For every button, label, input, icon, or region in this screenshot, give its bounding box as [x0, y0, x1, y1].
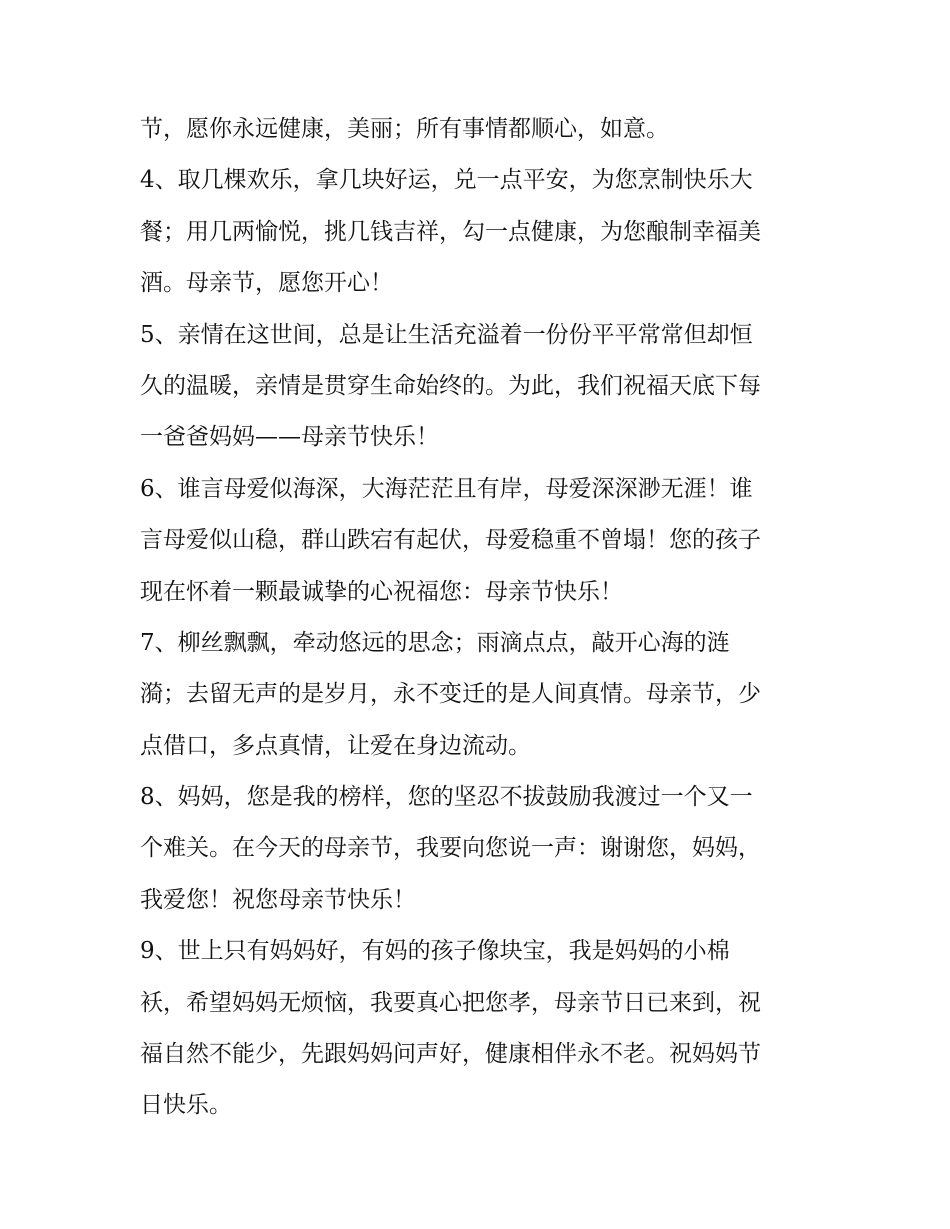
text-line: 7、柳丝飘飘，牵动悠远的思念；雨滴点点，敲开心海的涟 — [140, 629, 730, 656]
text-line: 餐；用几两愉悦，挑几钱吉祥，勾一点健康，为您酿制幸福美 — [140, 218, 761, 245]
text-line: 6、谁言母爱似海深，大海茫茫且有岸，母爱深深渺无涯！谁 — [140, 475, 753, 502]
text-line: 日快乐。 — [140, 1092, 232, 1119]
text-line: 9、世上只有妈妈好，有妈的孩子像块宝，我是妈妈的小棉 — [140, 938, 730, 965]
text-line: 言母爱似山稳，群山跌宕有起伏，母爱稳重不曾塌！您的孩子 — [140, 527, 761, 554]
text-line: 酒。母亲节，愿您开心！ — [140, 270, 393, 297]
text-line: 袄，希望妈妈无烦恼，我要真心把您孝，母亲节日已来到，祝 — [140, 989, 761, 1016]
text-line: 点借口，多点真情，让爱在身边流动。 — [140, 732, 531, 759]
text-line: 4、取几棵欢乐，拿几块好运，兑一点平安，为您烹制快乐大 — [140, 167, 753, 194]
text-line: 8、妈妈，您是我的榜样，您的坚忍不拔鼓励我渡过一个又一 — [140, 784, 753, 811]
text-line: 5、亲情在这世间，总是让生活充溢着一份份平平常常但却恒 — [140, 321, 753, 348]
text-line: 节，愿你永远健康，美丽；所有事情都顺心，如意。 — [140, 116, 669, 142]
text-line: 福自然不能少，先跟妈妈问声好，健康相伴永不老。祝妈妈节 — [140, 1041, 761, 1068]
text-line: 一爸爸妈妈——母亲节快乐！ — [140, 424, 439, 451]
text-line: 漪；去留无声的是岁月，永不变迁的是人间真情。母亲节，少 — [140, 681, 761, 708]
text-line: 现在怀着一颗最诚挚的心祝福您：母亲节快乐！ — [140, 578, 623, 605]
text-line: 我爱您！祝您母亲节快乐！ — [140, 886, 416, 913]
text-line: 个难关。在今天的母亲节，我要向您说一声：谢谢您，妈妈， — [140, 835, 761, 862]
body-text — [140, 104, 820, 1132]
text-line: 久的温暖，亲情是贯穿生命始终的。为此，我们祝福天底下每 — [140, 372, 761, 399]
